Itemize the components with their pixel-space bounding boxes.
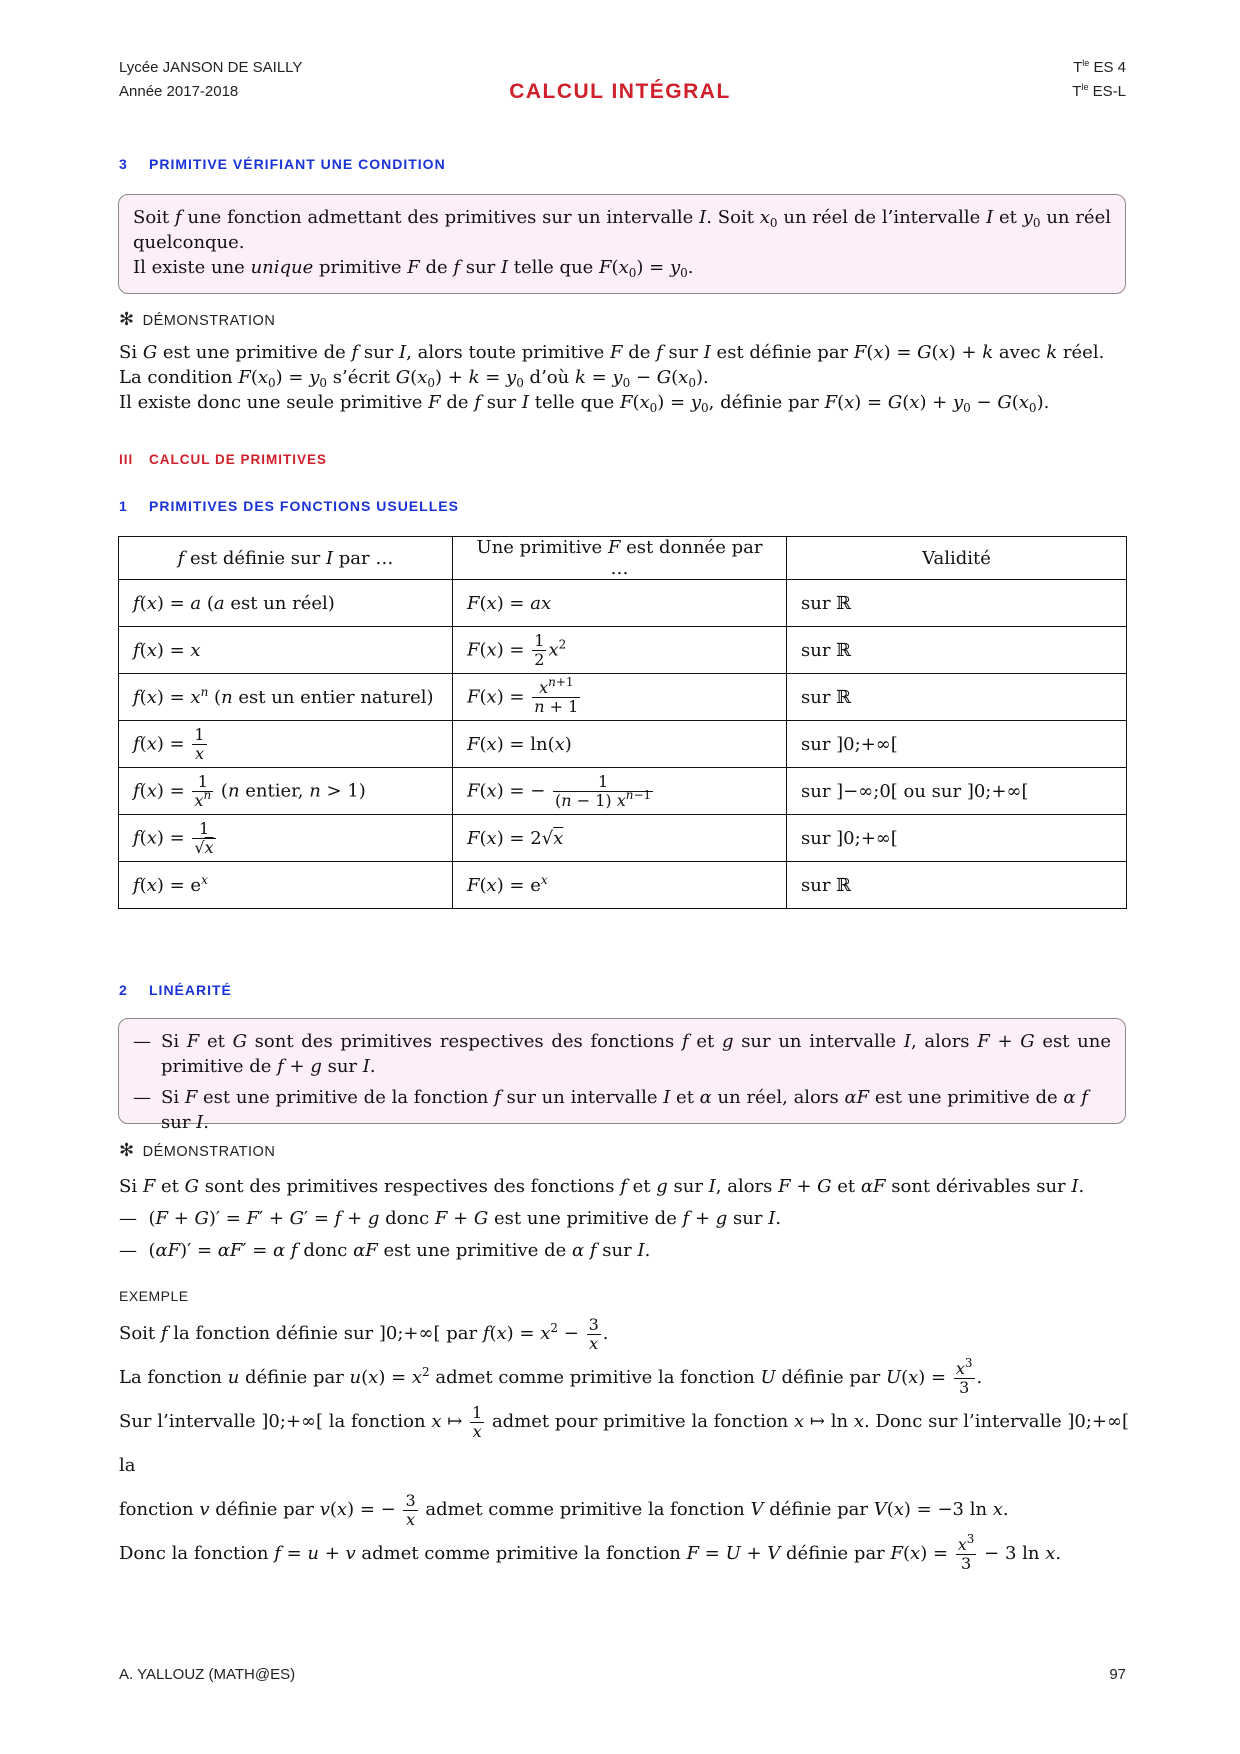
table-header-row bbox=[119, 537, 1127, 580]
primitive-cell: F(x) = ln(x) bbox=[453, 721, 787, 768]
section-2-heading: 2 LINÉARITÉ bbox=[119, 982, 232, 998]
validity-cell: sur ℝ bbox=[787, 627, 1127, 674]
table-row bbox=[119, 768, 1127, 815]
school-year: Année 2017-2018 bbox=[119, 83, 239, 100]
theorem-box: Soit f une fonction admettant des primitives sur un intervalle I. Soit $x_0$ un réel de l’intervalle I et $y_0$ un réel quelconque. Il existe une unique primitive F de f sur I telle que $F(x_0) = y_0$. bbox=[118, 194, 1126, 294]
table-row bbox=[119, 815, 1127, 862]
footer-author: A. YALLOUZ (MATH@ES) bbox=[119, 1666, 296, 1683]
primitive-cell: F(x) = $\frac{1}{2}$ $x^2$ bbox=[453, 627, 787, 674]
demonstration-text-1: Si G est une primitive de f sur I, alors toute primitive F de f sur I est définie par F(x) = G(x) + k avec k réel. La condition $F(x_0) = y_0$ s’écrit $G(x_0) + k = y_0$ d’où $k = y_0 - G(x_0)$. Il existe donc une seule primitive F de f sur I telle que $F(x_0) = y_0$, définie par $F(x) = G(x) + y_0 - G(x_0)$. bbox=[119, 342, 1105, 415]
section-1-heading: 1 PRIMITIVES DES FONCTIONS USUELLES bbox=[119, 498, 459, 514]
demonstration-text-2: Si F et G sont des primitives respectives des fonctions f et g sur I, alors F + G et αF sont dérivables sur I. — (F + G)′ = F′ + G′ = f + g donc F + G est une primitive de f + g sur I. — (αF)′ = αF′ = α f donc αF est une primitive de α f sur I. bbox=[119, 1176, 1085, 1261]
example-text: Soit f la fonction définie sur ]0;+∞[ par $f(x) = x^2$ − $\frac{3}{x}$ . La fonction u définie par $u(x) = x^2$ admet comme primitive la fonction U définie par U(x) = $\frac{x^3}{3}$ . Sur l’intervalle ]0;+∞[ la fonction x ↦ $\frac{1}{x}$ admet pour primitive la fonction x ↦ ln x. Donc sur l’intervalle ]0;+∞[ la fonction v définie par v(x) = − $\frac{3}{x}$ admet comme primitive la fonction V définie par V(x) = −3 ln x. Donc la fonction f = u + v admet comme primitive la fonction F = U + V définie par F(x) = $\frac{x^3}{3}$ − 3 ln x. bbox=[119, 1314, 1130, 1573]
example-label: EXEMPLE bbox=[119, 1288, 189, 1304]
table-row bbox=[119, 580, 1127, 627]
table-header-cell: Une primitive F est donnée par … bbox=[453, 537, 787, 580]
page-number: 97 bbox=[1109, 1666, 1126, 1683]
demonstration-label-2: ✻ DÉMONSTRATION bbox=[119, 1140, 276, 1160]
function-cell: f(x) = a (a est un réel) bbox=[119, 580, 453, 627]
section-3-heading: 3 PRIMITIVE VÉRIFIANT UNE CONDITION bbox=[119, 156, 446, 172]
demonstration-label-1: ✻ DÉMONSTRATION bbox=[119, 309, 276, 329]
function-cell: f(x) = $\frac{1}{√x}$ bbox=[119, 815, 453, 862]
primitives-table bbox=[118, 536, 1127, 909]
function-cell: $f(x) = e^x$ bbox=[119, 862, 453, 909]
validity-cell: sur ℝ bbox=[787, 674, 1127, 721]
asterisk-icon: ✻ bbox=[119, 1140, 135, 1160]
validity-cell: sur ℝ bbox=[787, 862, 1127, 909]
function-cell: f(x) = $\frac{1}{x^n}$ (n entier, n > 1) bbox=[119, 768, 453, 815]
validity-cell: sur ]−∞;0[ ou sur ]0;+∞[ bbox=[787, 768, 1127, 815]
page-title: CALCUL INTÉGRAL bbox=[509, 80, 731, 103]
school-name: Lycée JANSON DE SAILLY bbox=[119, 59, 303, 76]
table-row bbox=[119, 627, 1127, 674]
primitive-cell: $F(x) = e^x$ bbox=[453, 862, 787, 909]
table-row bbox=[119, 721, 1127, 768]
validity-cell: sur ]0;+∞[ bbox=[787, 815, 1127, 862]
validity-cell: sur ]0;+∞[ bbox=[787, 721, 1127, 768]
class-label-1: $T^{le}$ ES 4 bbox=[1073, 58, 1126, 76]
linearity-box bbox=[118, 1018, 1126, 1133]
primitive-cell: F(x) = ax bbox=[453, 580, 787, 627]
primitive-cell: F(x) = $\frac{x^{n+1}}{n + 1}$ bbox=[453, 674, 787, 721]
table-row bbox=[119, 674, 1127, 721]
table-row bbox=[119, 862, 1127, 909]
function-cell: $f(x) = x^n$ (n est un entier naturel) bbox=[119, 674, 453, 721]
function-cell: f(x) = x bbox=[119, 627, 453, 674]
part-3-heading: III CALCUL DE PRIMITIVES bbox=[119, 452, 328, 467]
primitive-cell: F(x) = 2√x bbox=[453, 815, 787, 862]
function-cell: f(x) = $\frac{1}{x}$ bbox=[119, 721, 453, 768]
table-header-cell: f est définie sur I par … bbox=[119, 537, 453, 580]
linearity-item: — Si F et G sont des primitives respectives des fonctions f et g sur un intervalle I, alors F + G est une primitive de f + g sur I. bbox=[133, 1031, 1111, 1077]
linearity-item: — Si F est une primitive de la fonction f sur un intervalle I et α un réel, alors αF est une primitive de α f sur I. bbox=[133, 1087, 1088, 1133]
table-header-cell: Validité bbox=[787, 537, 1127, 580]
class-label-2: $T^{le}$ ES-L bbox=[1072, 82, 1126, 100]
asterisk-icon: ✻ bbox=[119, 309, 135, 329]
primitive-cell: F(x) = − $\frac{1}{(n - 1) x^{n-1}}$ bbox=[453, 768, 787, 815]
validity-cell: sur ℝ bbox=[787, 580, 1127, 627]
